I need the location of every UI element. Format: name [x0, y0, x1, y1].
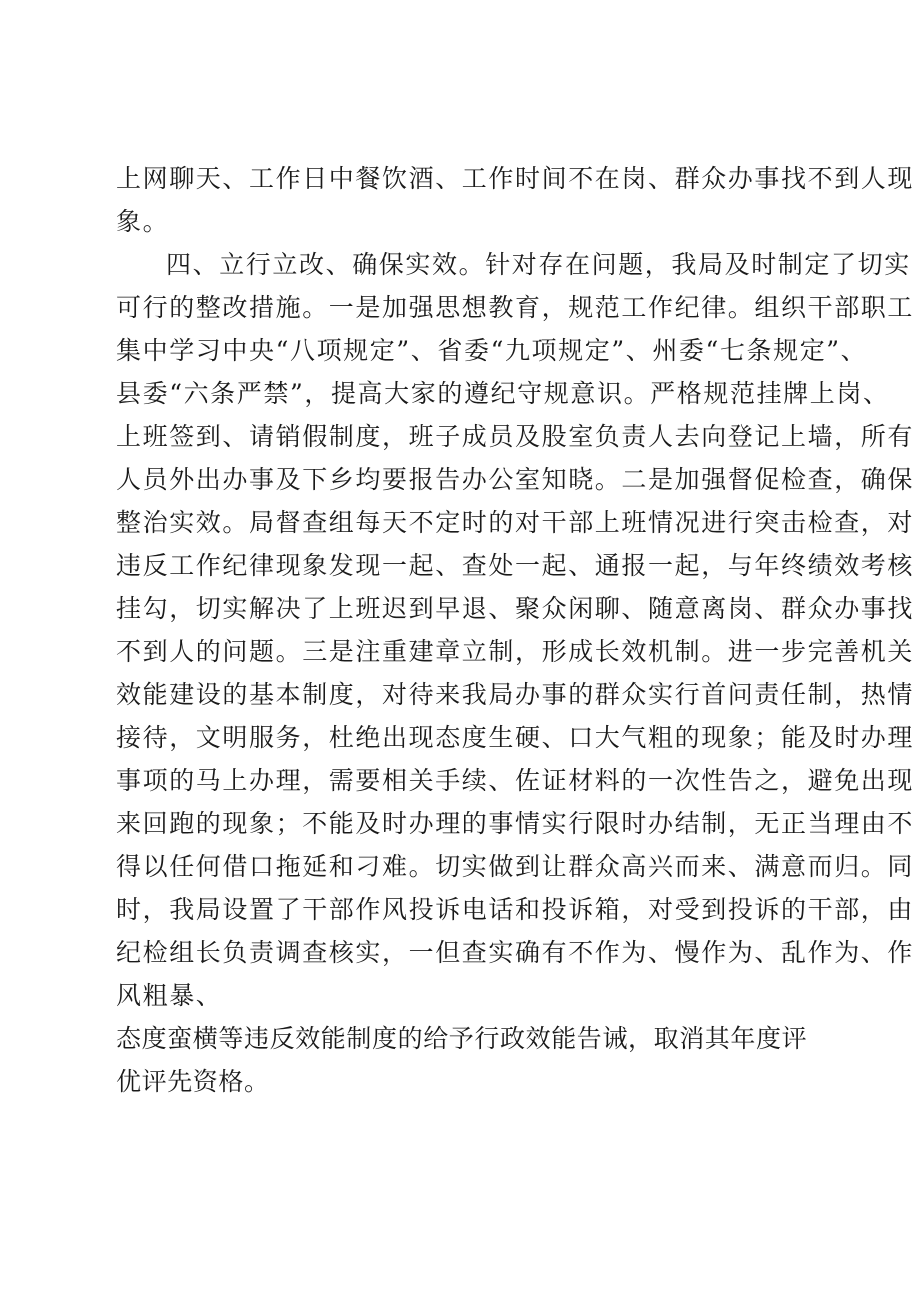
paragraph-line: 违反工作纪律现象发现一起、查处一起、通报一起，与年终绩效考核 [116, 551, 915, 580]
paragraph-line: 来回跑的现象；不能及时办理的事情实行限时办结制，无正当理由不 [116, 809, 915, 838]
paragraph-line: 效能建设的基本制度，对待来我局办事的群众实行首问责任制，热情 [116, 680, 915, 709]
paragraph-line: 态度蛮横等违反效能制度的给予行政效能告诫，取消其年度评 [116, 1024, 808, 1053]
paragraph-line: 纪检组长负责调查核实，一但查实确有不作为、慢作为、乱作为、作 [116, 938, 915, 967]
paragraph-line: 整治实效。局督查组每天不定时的对干部上班情况进行突击检查，对 [116, 508, 915, 537]
paragraph-line: 事项的马上办理，需要相关手续、佐证材料的一次性告之，避免出现 [116, 766, 915, 795]
paragraph-line: 接待，文明服务，杜绝出现态度生硬、口大气粗的现象；能及时办理 [116, 723, 915, 752]
paragraph-line: 上班签到、请销假制度，班子成员及股室负责人去向登记上墙，所有 [116, 422, 915, 451]
paragraph-line: 四、立行立改、确保实效。针对存在问题，我局及时制定了切实 [166, 250, 911, 279]
paragraph-line: 县委“六条严禁”，提高大家的遵纪守规意识。严格规范挂牌上岗、 [116, 379, 890, 408]
paragraph-line: 人员外出办事及下乡均要报告办公室知晓。二是加强督促检查，确保 [116, 465, 915, 494]
paragraph-line: 优评先资格。 [116, 1067, 270, 1096]
paragraph-line: 象。 [116, 207, 170, 236]
paragraph-line: 得以任何借口拖延和刁难。切实做到让群众高兴而来、满意而归。同 [116, 852, 915, 881]
paragraph-line: 可行的整改措施。一是加强思想教育，规范工作纪律。组织干部职工 [116, 293, 915, 322]
paragraph-line: 挂勾，切实解决了上班迟到早退、聚众闲聊、随意离岗、群众办事找 [116, 594, 915, 623]
paragraph-line: 集中学习中央“八项规定”、省委“九项规定”、州委“七条规定”、 [116, 336, 868, 365]
paragraph-line: 不到人的问题。三是注重建章立制，形成长效机制。进一步完善机关 [116, 637, 915, 666]
paragraph-line: 时，我局设置了干部作风投诉电话和投诉箱，对受到投诉的干部，由 [116, 895, 915, 924]
paragraph-line: 风粗暴、 [116, 981, 223, 1010]
paragraph-line: 上网聊天、工作日中餐饮酒、工作时间不在岗、群众办事找不到人现 [116, 164, 915, 193]
